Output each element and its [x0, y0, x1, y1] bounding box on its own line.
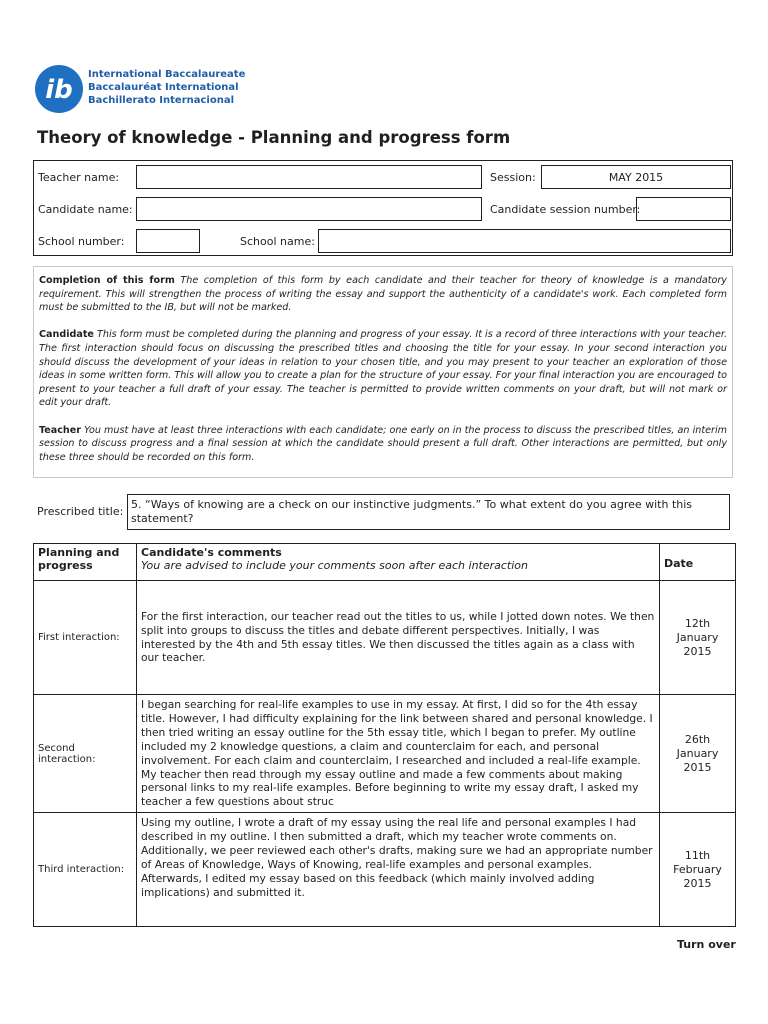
date-day: 11th [684, 848, 711, 862]
candidate-session-number-field[interactable] [636, 197, 731, 221]
date-month: February [673, 862, 722, 876]
interaction-date[interactable] [660, 813, 736, 927]
date-year: 2015 [683, 644, 712, 658]
interaction-label: Third interaction: [34, 813, 137, 927]
logo-line-es: Bachillerato Internacional [88, 95, 235, 106]
ib-logo-icon [34, 64, 84, 114]
interaction-date[interactable] [660, 581, 736, 695]
teacher-paragraph [39, 424, 727, 465]
ib-logo [34, 64, 246, 114]
prescribed-title-field[interactable]: 5. “Ways of knowing are a check on our instinctive judgments.” To what extent do you agree with this statement? [127, 494, 730, 530]
page-title: Theory of knowledge - Planning and progress form [37, 128, 511, 147]
ib-logo-wordmark [88, 68, 245, 107]
col-planning-header: Planning and progress [34, 544, 137, 581]
date-month: January [676, 630, 719, 644]
completion-text: The completion of this form by each candidate and their teacher for theory of knowledge is a mandatory requirement. This will strengthen the process of writing the essay and support the authenticity of a candidate's work. Each completed form must be submitted to the IB, but will not be marked. [39, 275, 727, 314]
table-row [34, 695, 736, 813]
candidate-name-label: Candidate name: [38, 203, 133, 216]
interaction-label: Second interaction: [34, 695, 137, 813]
interaction-comment[interactable]: For the first interaction, our teacher read out the titles to us, while I jotted down notes. We then split into groups to discuss the titles and debate different perspectives. Initially, I was interested by the 4th and 5th essay titles. We then discussed the titles again as a class with our teacher. [137, 581, 660, 695]
candidate-paragraph [39, 328, 727, 410]
teacher-heading: Teacher [39, 424, 82, 436]
interaction-date[interactable] [660, 695, 736, 813]
date-month: January [676, 746, 719, 760]
completion-paragraph [39, 274, 727, 315]
candidate-text: This form must be completed during the planning and progress of your essay. It is a record of three interactions with your teacher. The first interaction should focus on discussing the prescribed titles and choosing the title for your essay. In your second interaction you should discuss the development of your ideas in relation to your chosen title, and you may present to your teacher an exploration of those ideas in some written form. This will allow you to create a plan for the structure of your essay. For your final interaction you are encouraged to present to your teacher a full draft of your essay. The teacher is permitted to provide written comments on your draft, but will not mark or edit your draft. [39, 329, 727, 409]
table-row [34, 581, 736, 695]
instructions-box [33, 266, 733, 478]
completion-heading: Completion of this form [39, 275, 175, 286]
school-number-label: School number: [38, 235, 125, 248]
session-field[interactable]: MAY 2015 [541, 165, 731, 189]
table-row [34, 813, 736, 927]
col-comments-header [137, 544, 660, 581]
header-fields-box [33, 160, 733, 256]
school-number-field[interactable] [136, 229, 200, 253]
table-header-row [34, 544, 736, 581]
candidate-name-field[interactable] [136, 197, 482, 221]
interaction-label: First interaction: [34, 581, 137, 695]
prescribed-title-label: Prescribed title: [37, 505, 124, 518]
progress-table [33, 543, 736, 927]
logo-line-fr: Baccalauréat International [88, 82, 239, 93]
date-year: 2015 [683, 760, 712, 774]
candidate-heading: Candidate [39, 329, 94, 341]
col-comments-note: You are advised to include your comments soon after each interaction [141, 559, 528, 572]
svg-text:ib: ib [45, 75, 73, 105]
school-name-field[interactable] [318, 229, 731, 253]
session-label: Session: [490, 171, 536, 184]
turn-over-note: Turn over [677, 938, 736, 951]
interaction-comment[interactable]: Using my outline, I wrote a draft of my essay using the real life and personal examples I had described in my outline. I then submitted a draft, which my teacher wrote comments on. Additionally, we peer reviewed each other's drafts, making sure we had an appropriate number of Areas of Knowledge, Ways of Knowing, real-life examples and personal examples. Afterwards, I edited my essay based on this feedback (which mainly involved adding implications) and submitted it. [137, 813, 660, 927]
date-day: 26th [684, 732, 711, 746]
candidate-session-number-label: Candidate session number: [490, 203, 641, 216]
col-comments-title: Candidate's comments [141, 546, 282, 559]
interaction-comment[interactable]: I began searching for real-life examples to use in my essay. At first, I did so for the 4th essay title. However, I had difficulty explaining for the link between shared and personal knowledge. I then tried writing an essay outline for the 5th essay title, which I began to prefer. My outline included my 2 knowledge questions, a claim and counterclaim for each, and personal involvement. For each claim and counterclaim, I researched and included a real-life example. My teacher then read through my essay outline and made a few comments about making personal links to my real-life examples. Before beginning to write my essay draft, I asked my teacher a few questions about struc [137, 695, 660, 813]
teacher-name-field[interactable] [136, 165, 482, 189]
col-date-header: Date [660, 544, 736, 581]
school-name-label: School name: [240, 235, 315, 248]
date-year: 2015 [683, 876, 712, 890]
teacher-name-label: Teacher name: [38, 171, 120, 184]
date-day: 12th [684, 616, 711, 630]
teacher-text: You must have at least three interactions with each candidate; one early on in the process to discuss the prescribed titles, an interim session to discuss progress and a final session at which the candidate should present a full draft. Other interactions are permitted, but only these three should be recorded on this form. [39, 424, 727, 463]
logo-line-en: International Baccalaureate [88, 69, 246, 80]
